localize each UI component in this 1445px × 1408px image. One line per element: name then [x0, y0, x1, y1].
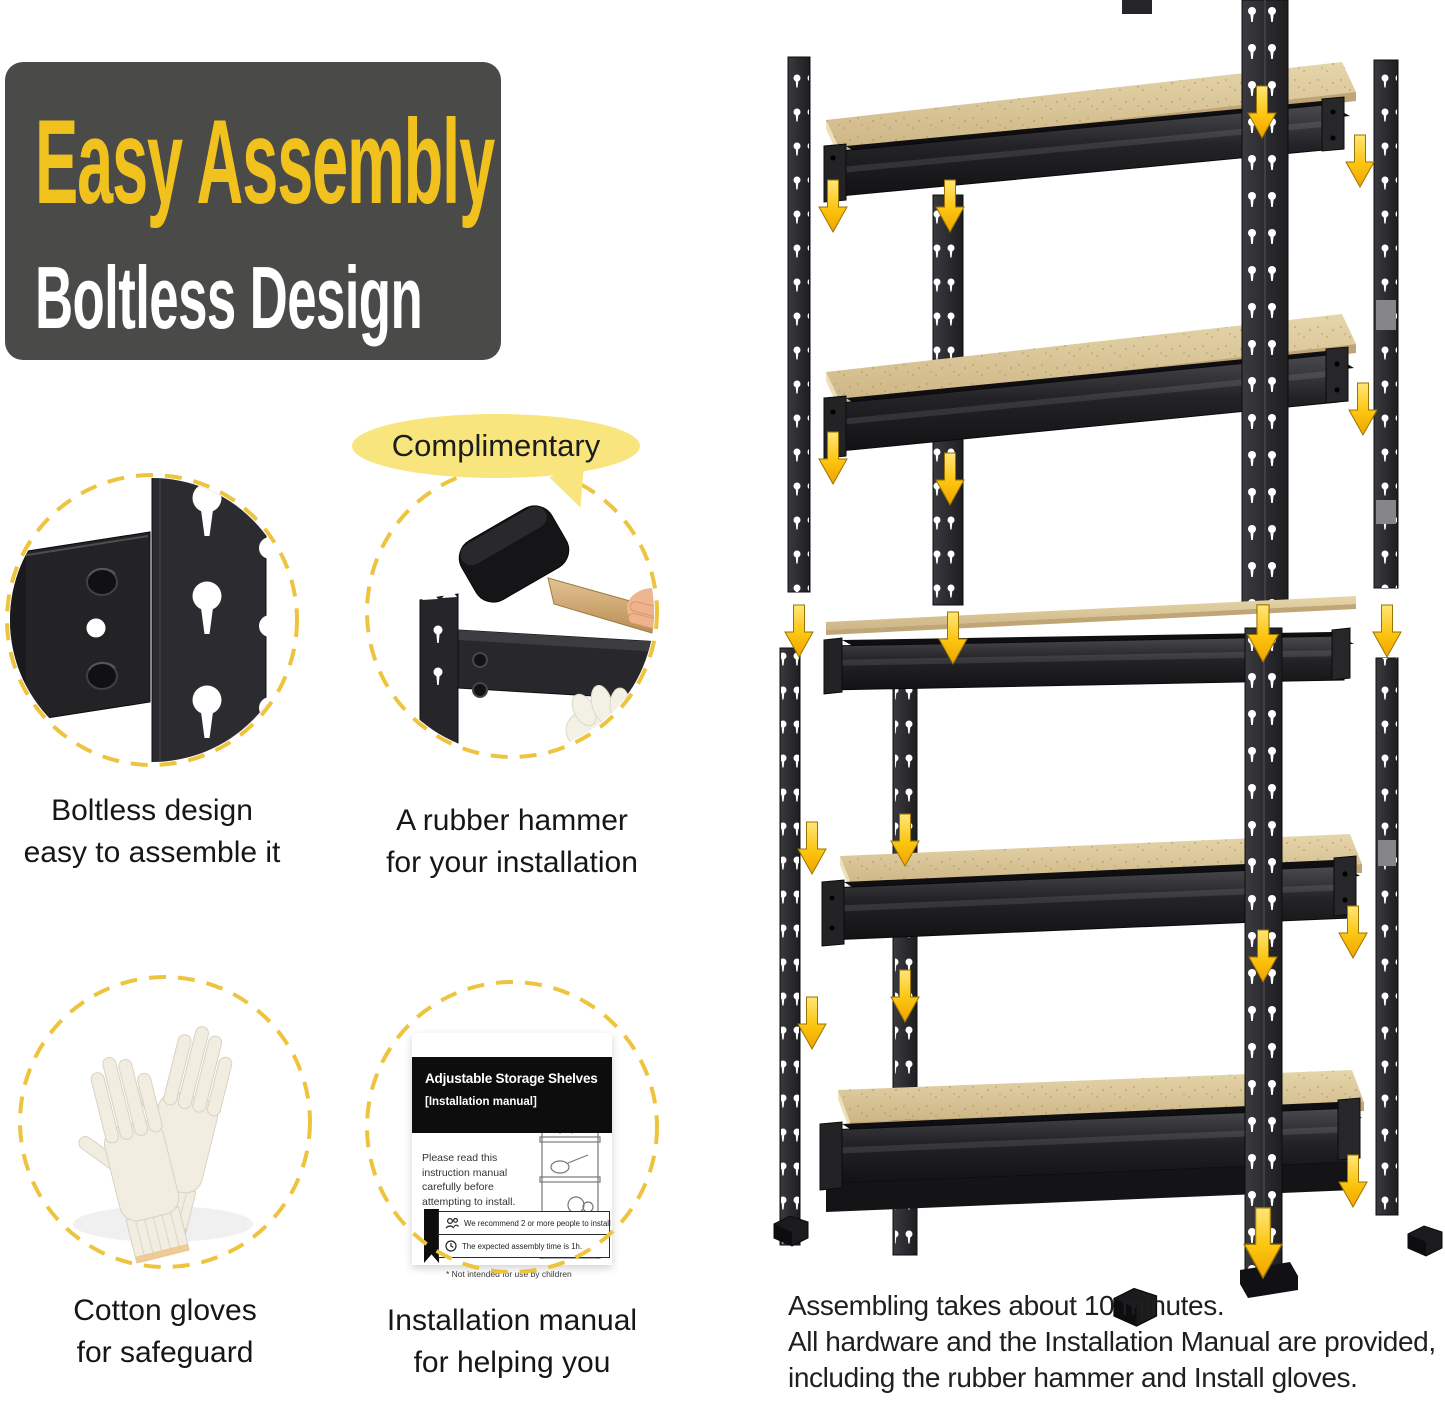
clock-icon	[445, 1240, 457, 1252]
post-sleeve	[1376, 300, 1396, 330]
footer-paragraph	[788, 1288, 1445, 1396]
feature-caption	[342, 800, 682, 884]
caption-line: easy to assemble it	[23, 836, 281, 869]
manual-body: Please read this instruction manual carefully before attempting to install.	[422, 1152, 516, 1209]
feature-caption	[0, 1290, 335, 1374]
hammer-photo	[362, 462, 662, 762]
complimentary-bubble: Complimentary	[352, 414, 640, 478]
foot-pad	[774, 1216, 808, 1246]
manual-header	[412, 1057, 612, 1133]
manual-page	[412, 1033, 612, 1279]
caption-line: A rubber hammer	[396, 804, 628, 837]
caption-line: for safeguard	[76, 1336, 254, 1369]
banner-subtitle: Boltless Design	[35, 248, 423, 347]
foot-pad	[1408, 1226, 1442, 1256]
manual-tip-row	[439, 1235, 609, 1257]
assembly-arrow	[798, 822, 826, 874]
post-sleeve	[1376, 500, 1396, 524]
headline-banner	[5, 62, 501, 360]
upright-post-right-detached	[1374, 60, 1398, 588]
upright-post-left-detached	[788, 57, 810, 592]
feature-caption	[0, 790, 322, 874]
feature-hammer	[362, 462, 662, 879]
manual-tips	[438, 1211, 610, 1258]
caption-line: for helping you	[413, 1346, 611, 1379]
gloves-photo	[15, 972, 315, 1272]
caption-line: Boltless design	[51, 794, 253, 827]
assembly-arrow	[1346, 135, 1374, 187]
manual-tip-text: We recommend 2 or more people to install	[464, 1218, 611, 1228]
caption-line: Installation manual	[386, 1304, 638, 1337]
feature-boltless	[2, 470, 302, 869]
boltless-closeup-photo	[2, 470, 302, 770]
people-icon	[445, 1217, 459, 1229]
manual-bookmark	[424, 1209, 439, 1263]
post-top-cap	[1122, 0, 1152, 14]
assembly-arrow	[1373, 605, 1401, 657]
feature-caption	[342, 1300, 682, 1384]
footer-line: including the rubber hammer and Install gloves.	[788, 1362, 1358, 1393]
footer-line: Assembling takes about 10 minutes.	[788, 1290, 1225, 1321]
footer-line: All hardware and the Installation Manual are provided,	[788, 1326, 1436, 1357]
shelf-exploded-diagram	[762, 0, 1445, 1350]
manual-title: Adjustable Storage Shelves	[425, 1071, 598, 1086]
assembly-arrow	[1349, 383, 1377, 435]
upright-post-right-detached-bottom	[1376, 658, 1398, 1215]
caption-line: for your installation	[386, 846, 638, 879]
post-sleeve	[1378, 840, 1396, 866]
assembly-arrow	[798, 997, 826, 1049]
manual-tip-row	[439, 1212, 609, 1235]
feature-manual	[362, 977, 662, 1377]
caption-line: Cotton gloves	[73, 1294, 257, 1327]
manual-footnote: * Not intended for use by children	[446, 1269, 572, 1279]
banner-title: Easy Assembly	[35, 95, 495, 229]
upright-post-left-detached-bottom	[780, 648, 800, 1245]
manual-subtitle: [Installation manual]	[425, 1096, 537, 1108]
manual-tip-text: The expected assembly time is 1h.	[462, 1241, 583, 1251]
feature-gloves	[15, 972, 315, 1369]
